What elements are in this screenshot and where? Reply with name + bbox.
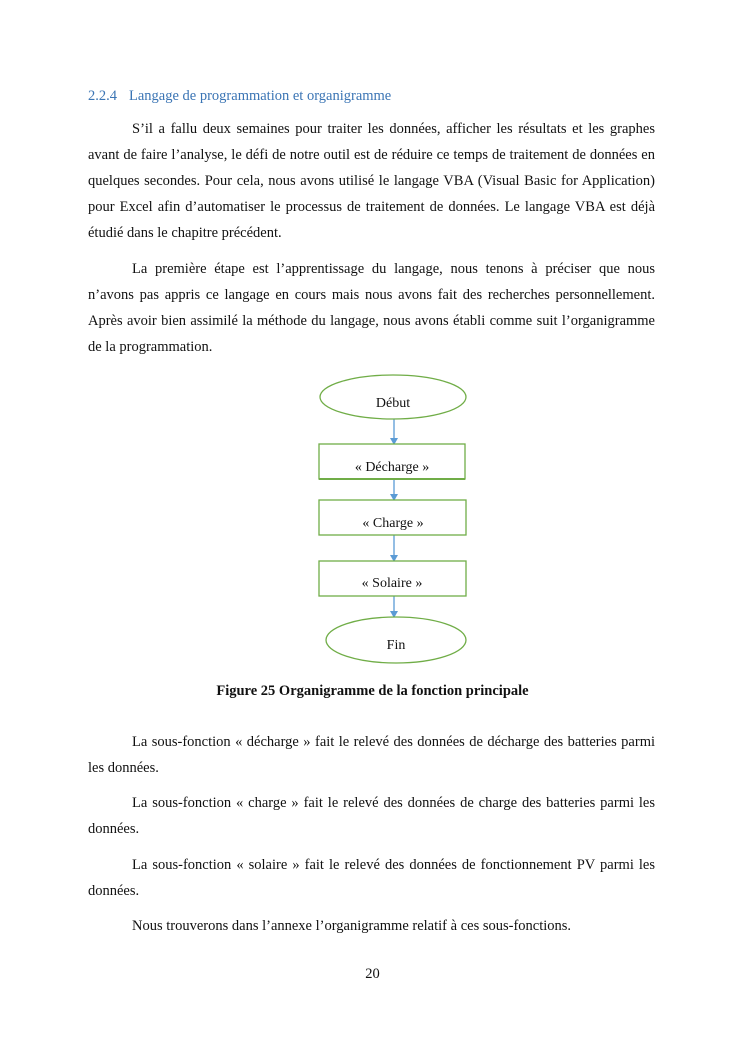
step-label: « Solaire » bbox=[361, 576, 423, 591]
step-label: « Décharge » bbox=[354, 460, 430, 475]
paragraph-4: La sous-fonction « charge » fait le relevé des données de charge des batteries parmi les données. bbox=[88, 795, 655, 837]
figure-caption: Figure 25 Organigramme de la fonction principale bbox=[216, 683, 529, 699]
end-label: Fin bbox=[386, 638, 406, 653]
section-number: 2.2.4 bbox=[88, 88, 117, 104]
paragraph-2: La première étape est l’apprentissage du langage, nous tenons à préciser que nous n’avons pas appris ce langage en cours mais nous avons fait des recherches personnellement. Après avoir bien assimilé la méthode du langage, nous avons établi comme suit l’organigramme de la programmation. bbox=[88, 261, 655, 355]
start-label: Début bbox=[375, 396, 411, 411]
paragraph-6: Nous trouverons dans l’annexe l’organigramme relatif à ces sous-fonctions. bbox=[132, 918, 572, 934]
page-number: 20 bbox=[365, 966, 380, 982]
paragraph-1: S’il a fallu deux semaines pour traiter les données, afficher les résultats et les graphes avant de faire l’analyse, le défi de notre outil est de réduire ce temps de traitement de données en quelques secondes. Pour cela, nous avons utilisé le langage VBA (Visual Basic for Application) pour Excel afin d’automatiser le processus de traitement de données. Le langage VBA est déjà étudié dans le chapitre précédent. bbox=[88, 121, 655, 241]
paragraph-5: La sous-fonction « solaire » fait le relevé des données de fonctionnement PV parmi les données. bbox=[88, 857, 655, 899]
section-title: Langage de programmation et organigramme bbox=[129, 88, 392, 104]
step-label: « Charge » bbox=[362, 516, 424, 531]
paragraph-3: La sous-fonction « décharge » fait le relevé des données de décharge des batteries parmi les données. bbox=[88, 734, 655, 776]
